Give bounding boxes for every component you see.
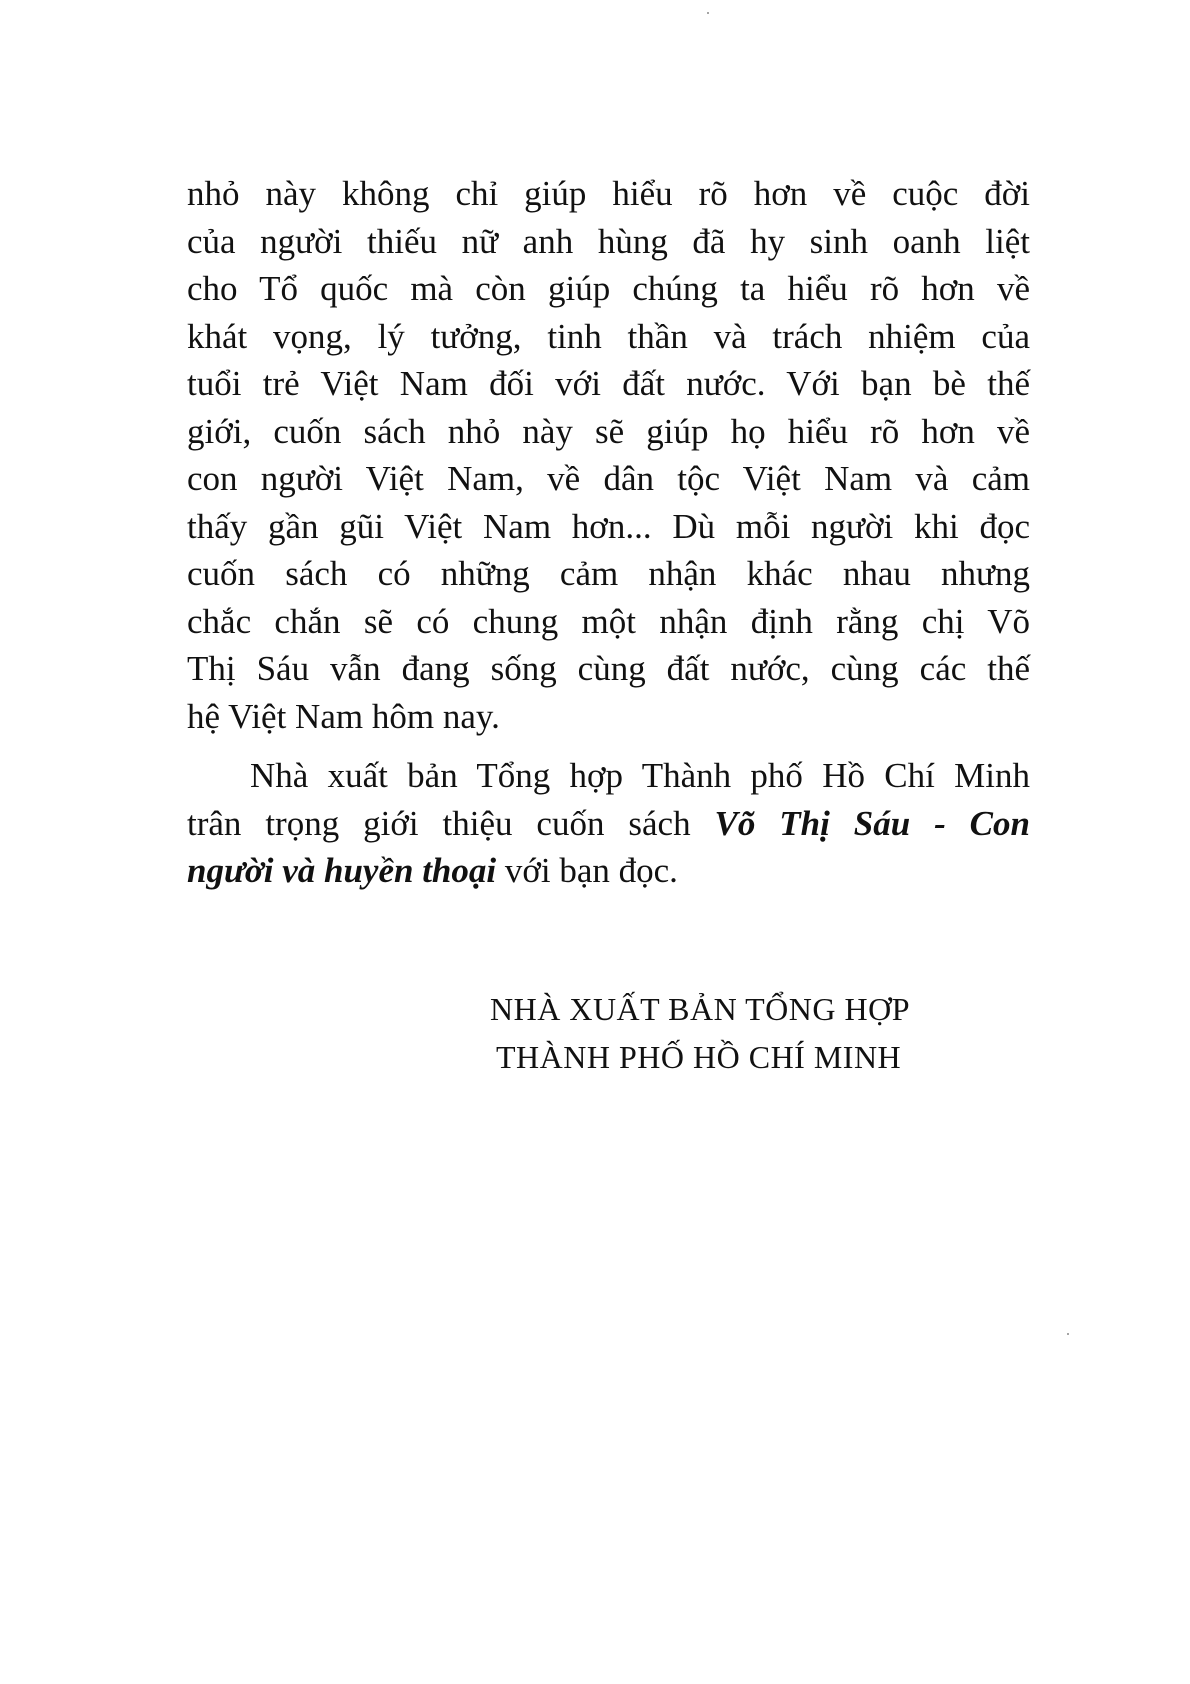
text-line: con người Việt Nam, về dân tộc Việt Nam và cảm — [187, 459, 1030, 498]
text-line: nhỏ này không chỉ giúp hiểu rõ hơn về cuộc đời — [187, 174, 1030, 213]
text-line: thấy gần gũi Việt Nam hơn... Dù mỗi người khi đọc — [187, 506, 1030, 546]
scan-speck — [707, 12, 709, 14]
text-line: tuổi trẻ Việt Nam đối với đất nước. Với bạn bè thế — [187, 364, 1030, 403]
text-line: chắc chắn sẽ có chung một nhận định rằng chị Võ — [187, 601, 1030, 641]
text-line: của người thiếu nữ anh hùng đã hy sinh oanh liệt — [187, 221, 1030, 261]
scan-speck — [1067, 1333, 1069, 1335]
text-line: cho Tổ quốc mà còn giúp chúng ta hiểu rõ hơn về — [187, 269, 1030, 308]
paragraph-2 — [187, 752, 1030, 895]
text-line: giới, cuốn sách nhỏ này sẽ giúp họ hiểu rõ hơn về — [187, 411, 1030, 451]
body-text — [187, 170, 1030, 895]
text-line: hệ Việt Nam hôm nay. — [187, 696, 500, 736]
text-line: cuốn sách có những cảm nhận khác nhau nhưng — [187, 554, 1030, 593]
plain-text: với bạn đọc. — [496, 851, 678, 890]
text-line: khát vọng, lý tưởng, tinh thần và trách nhiệm của — [187, 316, 1030, 356]
plain-text: trân trọng giới thiệu cuốn sách — [187, 803, 715, 843]
book-title-italic: Võ Thị Sáu - Con — [714, 803, 1030, 843]
book-title-italic: người và huyền thoại — [187, 851, 497, 890]
signature-line: NHÀ XUẤT BẢN TỔNG HỢP — [490, 991, 910, 1027]
text-line — [187, 847, 1030, 895]
signature-line: THÀNH PHỐ HỒ CHÍ MINH — [496, 1039, 902, 1075]
text-line: Thị Sáu vẫn đang sống cùng đất nước, cùng các thế — [187, 649, 1030, 688]
text-line: Nhà xuất bản Tổng hợp Thành phố Hồ Chí Minh — [250, 756, 1030, 795]
paragraph-1 — [187, 170, 1030, 740]
text-line — [187, 800, 1030, 848]
publisher-signature — [490, 985, 1010, 1081]
